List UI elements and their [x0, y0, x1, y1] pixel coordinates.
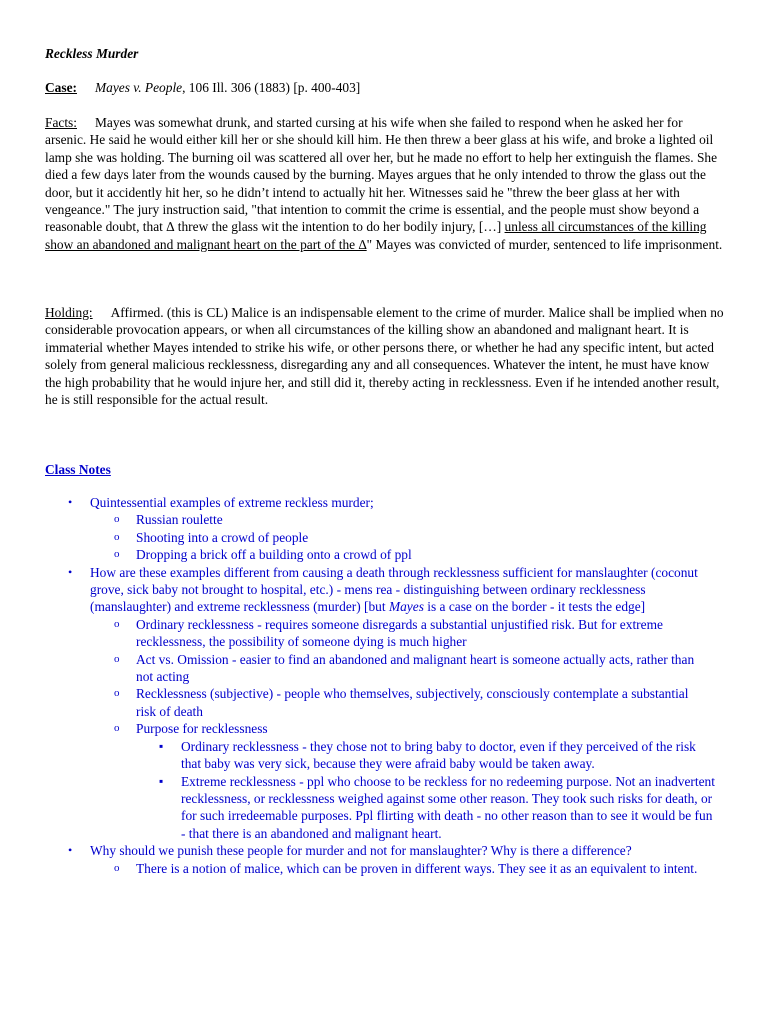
- holding-text: Affirmed. (this is CL) Malice is an indispensable element to the crime of murder. Malice shall be implied when no considerable provocation appears, or when all circumstances of the killing show an abandoned and malignant heart. It is immaterial whether Mayes intended to strike his wife, or other persons there, or whether he had any specific intent, but acted solely from general malicious recklessness, disregarding any and all consequences. Whatever the intent, he must have know the high probability that he would injure her, and still did it, thereby acting in recklessness. Even if he intended another result, he is still responsible for the actual result.: [45, 305, 724, 408]
- circle-bullet-icon: o: [114, 548, 120, 561]
- case-name: Mayes v. People: [94, 80, 183, 95]
- list-item: [159, 738, 715, 773]
- case-name-inline: Mayes: [388, 599, 424, 615]
- circle-bullet-icon: o: [114, 652, 120, 665]
- list-item: [68, 494, 722, 511]
- list-item: [114, 685, 700, 720]
- square-bullet-icon: ▪: [159, 773, 164, 788]
- list-item: [114, 616, 700, 651]
- facts-label: Facts:: [45, 115, 77, 130]
- circle-bullet-icon: o: [114, 617, 120, 630]
- case-line: [45, 79, 725, 96]
- list-item-text: How are these examples different from causing a death through recklessness sufficient for manslaughter (coconut grove, sick baby not brought to hospital, etc.) - mens rea - distinguishing between ordinary recklessness (manslaughter) and extreme recklessness (murder) [but: [90, 564, 698, 615]
- bullet-icon: •: [68, 843, 73, 858]
- list-item: [114, 511, 700, 528]
- list-item-text: Ordinary recklessness - they chose not to bring baby to doctor, even if they perceived of the risk that baby was very sick, because they were afraid baby would be taken away.: [181, 738, 696, 772]
- circle-bullet-icon: o: [114, 530, 120, 543]
- list-item-text: Quintessential examples of extreme reckless murder;: [90, 495, 374, 510]
- page-title: Reckless Murder: [45, 46, 139, 61]
- facts-text-a: Mayes was somewhat drunk, and started cursing at his wife when she failed to respond when he asked her for arsenic. He said he would either kill her or she should kill him. He then threw a beer glass at his wife, and broke a lighted oil lamp she was holding. The burning oil was scattered all over her, but he made no effort to help her extinguish the flames. She died a few days later from the wounds caused by the burning. Mayes argues that he only intended to throw the glass out the door, but it accidently hit her, so he didn’t intend to actually hit her. Witnesses said he "threw the beer glass at her with vengeance." The jury instruction said, "that intention to commit the crime is essential, and the people must show beyond a reasonable doubt, that ∆ threw the glass wit the intention to do her bodily injury, […]: [45, 115, 718, 235]
- list-item: [114, 651, 700, 686]
- facts-paragraph: [45, 114, 725, 253]
- list-item-text: Dropping a brick off a building onto a crowd of ppl: [136, 547, 412, 563]
- list-item: [114, 546, 700, 563]
- holding-label: Holding:: [45, 305, 93, 320]
- list-item-text: Purpose for recklessness: [136, 721, 268, 737]
- list-item-text: is a case on the border - it tests the edge]: [423, 599, 646, 615]
- list-item: [68, 564, 722, 616]
- list-item: [159, 773, 715, 843]
- holding-paragraph: [45, 304, 725, 408]
- circle-bullet-icon: o: [114, 513, 120, 526]
- list-item-text: There is a notion of malice, which can be proven in different ways. They see it as an equivalent to intent.: [136, 860, 698, 876]
- facts-text-underlined: unless all circumstances of the killing show an abandoned and malignant heart on the part of the ∆: [45, 219, 707, 252]
- list-item-text: Extreme recklessness - ppl who choose to be reckless for no redeeming purpose. Not an inadvertent recklessness, or recklessness weighed against some other reason. They took such risks for death, or for such irredeemable purposes. Ppl flirting with death - no other reason than to see it would be fun - that there is an abandoned and malignant heart.: [181, 773, 715, 841]
- list-item-text: Russian roulette: [136, 512, 223, 528]
- facts-text-b: " Mayes was convicted of murder, sentenced to life imprisonment.: [366, 236, 723, 252]
- circle-bullet-icon: o: [114, 722, 120, 735]
- list-item: [114, 720, 700, 737]
- bullet-icon: •: [68, 564, 73, 579]
- list-item-text: Shooting into a crowd of people: [136, 529, 309, 545]
- list-item: [114, 529, 700, 546]
- list-item: [68, 842, 722, 859]
- list-item-text: Act vs. Omission - easier to find an abandoned and malignant heart is someone actually acts, rather than not acting: [136, 651, 695, 685]
- circle-bullet-icon: o: [114, 861, 120, 874]
- class-notes-list: [0, 494, 768, 877]
- class-notes-heading: Class Notes: [45, 462, 111, 477]
- list-item-text: Recklessness (subjective) - people who themselves, subjectively, consciously contemplate a substantial risk of death: [136, 686, 689, 719]
- case-label: Case:: [45, 80, 77, 95]
- list-item-text: Why should we punish these people for murder and not for manslaughter? Why is there a difference?: [90, 843, 632, 859]
- list-item-text: Ordinary recklessness - requires someone disregards a substantial unjustified risk. But for extreme recklessness, the possibility of someone dying is much higher: [136, 616, 663, 650]
- list-item: [114, 860, 700, 877]
- bullet-icon: •: [68, 495, 73, 509]
- circle-bullet-icon: o: [114, 687, 120, 700]
- case-citation: , 106 Ill. 306 (1883) [p. 400-403]: [182, 80, 361, 95]
- square-bullet-icon: ▪: [159, 738, 164, 753]
